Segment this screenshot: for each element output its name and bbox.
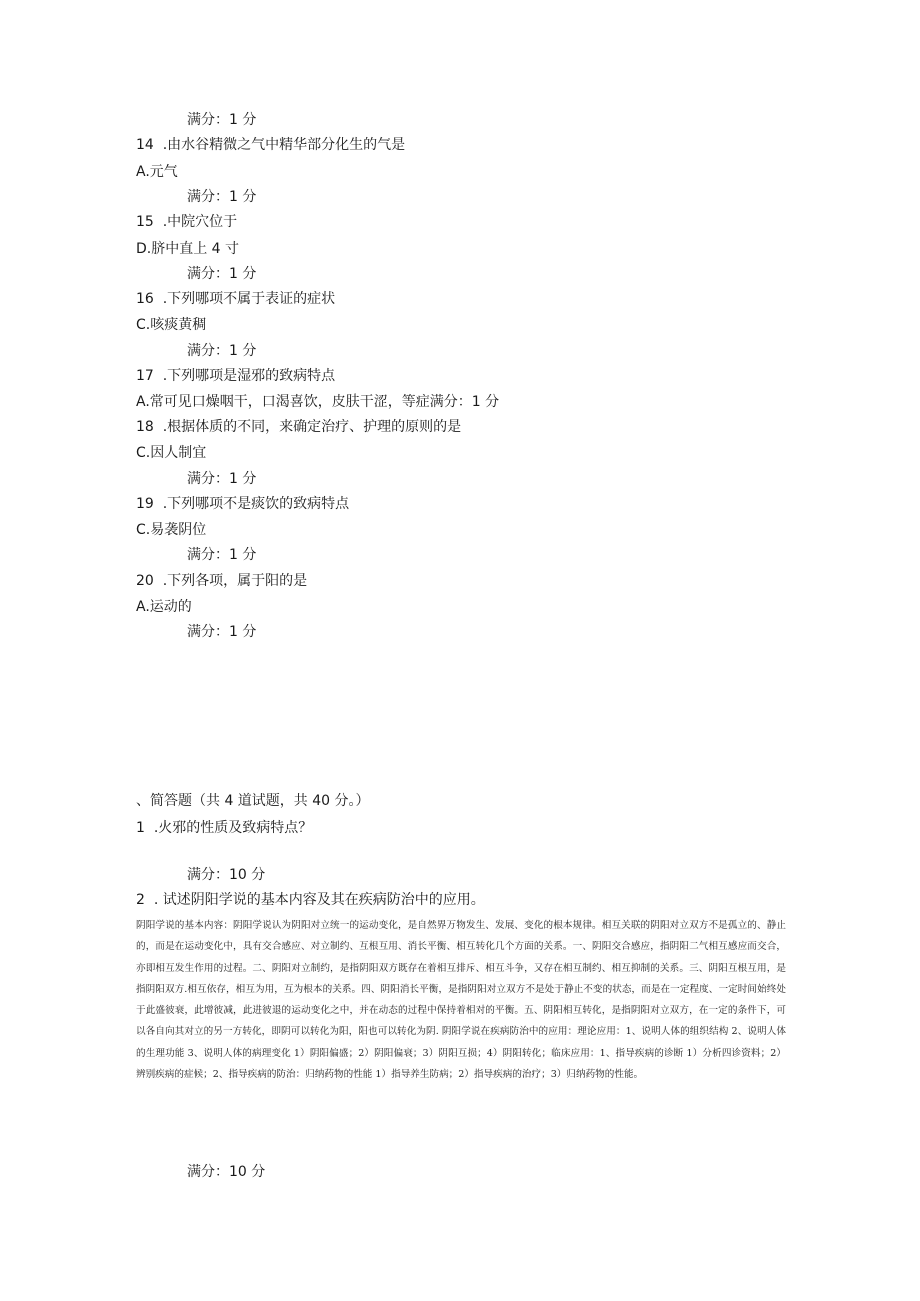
question-text: .火邪的性质及致病特点？	[153, 820, 313, 836]
score-text: 满分：10 分	[187, 867, 266, 883]
question-text: .中院穴位于	[162, 214, 238, 230]
short-question-2	[136, 891, 485, 909]
score-text: 满分：10 分	[187, 1164, 266, 1180]
question-19	[136, 495, 349, 513]
answer-20: A.运动的	[136, 599, 192, 615]
score-text: 满分：1 分	[187, 624, 257, 640]
question-text: .下列哪项不是痰饮的致病特点	[162, 496, 350, 512]
question-text: .根据体质的不同，来确定治疗、护理的原则的是	[162, 419, 462, 435]
question-15	[136, 213, 237, 231]
question-number: 15	[136, 214, 154, 230]
score-text: 满分：1 分	[187, 343, 257, 359]
question-number: 17	[136, 368, 154, 384]
question-number: 1	[136, 820, 145, 836]
answer-18: C.因人制宜	[136, 445, 207, 461]
question-number: 18	[136, 419, 154, 435]
question-number: 20	[136, 573, 154, 589]
score-text: 满分：1 分	[187, 266, 257, 282]
question-number: 2	[136, 892, 145, 908]
score-text: 满分：1 分	[187, 189, 257, 205]
question-text: .由水谷精微之气中精华部分化生的气是	[162, 137, 406, 153]
section-heading: 、简答题（共 4 道试题，共 40 分。）	[136, 793, 370, 809]
answer-17: A.常可见口燥咽干，口渴喜饮，皮肤干涩，等症满分：1 分	[136, 394, 500, 410]
answer-19: C.易袭阴位	[136, 522, 207, 538]
question-text: . 试述阴阳学说的基本内容及其在疾病防治中的应用。	[153, 892, 485, 908]
question-text: .下列哪项是湿邪的致病特点	[162, 368, 336, 384]
short-question-1	[136, 819, 312, 837]
score-text: 满分：1 分	[187, 547, 257, 563]
question-20	[136, 572, 307, 590]
score-text: 满分：1 分	[187, 112, 257, 128]
score-text: 满分：1 分	[187, 471, 257, 487]
question-18	[136, 418, 461, 436]
question-number: 16	[136, 291, 154, 307]
answer-15: D.脐中直上 4 寸	[136, 241, 240, 257]
answer-16: C.咳痰黄稠	[136, 317, 207, 333]
question-text: .下列各项，属于阳的是	[162, 573, 308, 589]
question-17	[136, 367, 335, 385]
answer-paragraph: 阴阳学说的基本内容：阴阳学说认为阴阳对立统一的运动变化，是自然界万物发生、发展、变化的根本规律。相互关联的阴阳对立双方不是孤立的、静止的，而是在运动变化中，具有交合感应、对立制约、互根互用、消长平衡、相互转化几个方面的关系。一、阴阳交合感应，指阴阳二气相互感应而交合，亦即相互发生作用的过程。二、阴阳对立制约，是指阴阳双方既存在着相互排斥、相互斗争，又存在相互制约、相互抑制的关系。三、阴阳互根互用，是指阴阳双方.相互依存，相互为用，互为根本的关系。四、阴阳消长平衡，是指阴阳对立双方不是处于静止不变的状态，而是在一定程度、一定时间始终处于此盛彼衰，此增彼减，此进彼退的运动变化之中，并在动态的过程中保持着相对的平衡。五、阴阳相互转化，是指阴阳对立双方，在一定的条件下，可以各自向其对立的另一方转化，即阴可以转化为阳，阳也可以转化为阴. 阴阳学说在疾病防治中的应用：理论应用：1、说明人体的组织结构 2、说明人体的生理功能 3、说明人体的病理变化 1）阴阳偏盛；2）阴阳偏衰；3）阴阳互损；4）阴阳转化；临床应用：1、指导疾病的诊断 1）分析四诊资料；2）辨别疾病的症候；2、指导疾病的防治：归纳药物的性能 1）指导养生防病；2）指导疾病的治疗；3）归纳药物的性能。	[136, 920, 786, 1081]
question-text: .下列哪项不属于表证的症状	[162, 291, 336, 307]
question-16	[136, 290, 335, 308]
question-number: 14	[136, 137, 154, 153]
question-number: 19	[136, 496, 154, 512]
answer-14: A.元气	[136, 164, 178, 180]
question-14	[136, 136, 405, 154]
